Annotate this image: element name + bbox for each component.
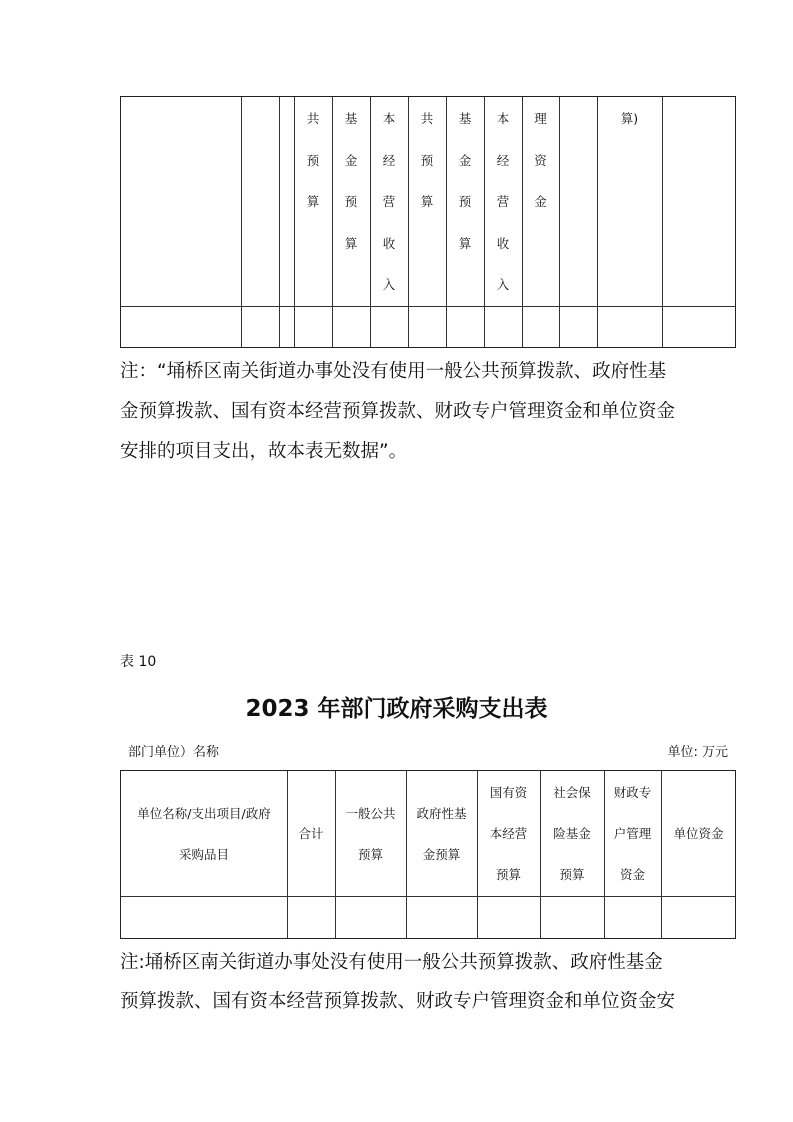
header-cell-text: 算 [458,235,472,251]
header-cell-text: 资金 [619,867,645,882]
note-line: 金预算拨款、国有资本经营预算拨款、财政专户管理资金和单位资金 [120,401,676,422]
header-cell [294,109,332,234]
header-cell [332,109,370,275]
header-cell [604,771,661,896]
header-cell-text: 理 [534,111,547,126]
header-cell [484,109,522,317]
header-cell [477,771,540,896]
header-cell-text: 资 [534,152,547,168]
column-divider [559,97,560,347]
budget-table-fragment [120,96,736,348]
header-cell-text: 基 [458,111,472,126]
header-cell-text: 营 [382,194,396,209]
header-cell-text: 政府性基 [416,805,467,821]
header-cell-text: 单位资金 [673,826,724,841]
header-cell-text: 算) [620,111,639,126]
header-cell [540,771,604,896]
header-cell [408,109,446,234]
header-cell-text: 合计 [298,826,324,841]
header-cell-text: 预算 [357,846,383,862]
procurement-table [120,770,736,939]
header-cell [370,109,408,317]
header-cell-text: 营 [496,194,510,209]
header-cell-text: 采购品目 [178,846,229,862]
header-cell-text: 算 [420,194,434,209]
row-divider [121,306,735,307]
header-cell-text: 收 [496,235,510,251]
header-cell-text: 预算 [559,867,585,882]
note-line: 安排的项目支出，故本表无数据”。 [120,441,408,462]
header-cell-text: 本经营 [489,826,528,841]
page-title: 2023 年部门政府采购支出表 [245,696,548,722]
header-cell-text: 金预算 [422,846,461,862]
header-cell-text: 算 [306,194,320,209]
header-cell-text: 经 [382,152,396,168]
header-cell [287,771,335,896]
header-cell-text: 社会保 [553,785,591,800]
department-label: 部门单位）名称 [128,745,220,760]
header-cell [522,109,559,234]
header-cell-text: 户管理 [613,826,652,841]
header-cell-text: 预 [344,194,358,209]
column-divider [662,97,663,347]
header-cell-text: 入 [496,277,510,292]
header-cell-text: 算 [344,235,358,251]
header-cell-text: 金 [458,152,472,168]
header-cell-text: 财政专 [613,785,652,800]
header-cell-text: 金 [344,152,358,168]
header-cell-text: 本 [382,111,396,126]
header-cell-text: 单位名称/支出项目/政府 [137,805,271,821]
header-cell-text: 一般公共 [345,805,396,821]
column-divider [279,97,280,347]
header-cell [661,771,736,896]
header-cell [446,109,484,275]
header-cell-text: 收 [382,235,396,251]
header-cell-text: 预算 [495,867,521,882]
header-cell [597,109,662,151]
table-label: 表 10 [120,654,157,670]
row-divider [121,896,735,897]
header-cell-text: 共 [420,111,434,126]
header-cell [335,771,406,896]
header-cell-text: 国有资 [489,785,528,800]
unit-label: 单位: 万元 [667,745,728,760]
note-line: 注:埇桥区南关街道办事处没有使用一般公共预算拨款、政府性基金 [120,952,663,973]
header-cell-text: 预 [458,194,472,209]
column-divider [241,97,242,347]
header-cell [406,771,477,896]
header-cell-text: 共 [306,111,320,126]
header-cell-text: 经 [496,152,510,168]
header-cell-text: 基 [344,111,358,126]
header-cell [121,771,287,896]
header-cell-text: 入 [382,277,396,292]
note-line: 预算拨款、国有资本经营预算拨款、财政专户管理资金和单位资金安 [120,991,676,1012]
header-cell-text: 险基金 [553,826,591,841]
note-line: 注：“埇桥区南关街道办事处没有使用一般公共预算拨款、政府性基 [120,361,667,382]
header-cell-text: 预 [306,152,320,168]
header-cell-text: 本 [496,111,510,126]
header-cell-text: 预 [420,152,434,168]
header-cell-text: 金 [534,194,547,209]
